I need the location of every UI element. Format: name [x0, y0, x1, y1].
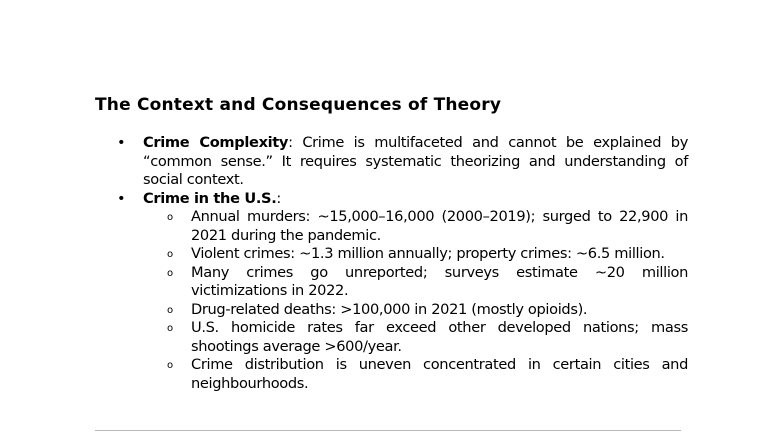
bullet-marker: •	[117, 189, 126, 207]
sub-bullet-text: Violent crimes: ~1.3 million annually; property crimes: ~6.5 million.	[191, 245, 665, 262]
sub-marker: o	[167, 249, 173, 260]
sub-marker: o	[167, 323, 173, 334]
sub-bullet	[143, 208, 688, 245]
bullet-heading: Crime Complexity	[143, 134, 289, 151]
sub-list	[143, 208, 688, 393]
bullet-text: : Crime is multifaceted and cannot be explained by “common sense.” It requires systematic theorizing and understanding of social context.	[143, 134, 688, 188]
sub-marker: o	[167, 360, 173, 371]
bullet-crime-complexity	[95, 134, 688, 190]
sub-bullet	[143, 356, 688, 393]
sub-bullet-text: Many crimes go unreported; surveys estimate ~20 million victimizations in 2022.	[191, 263, 688, 299]
sub-bullet	[143, 264, 688, 301]
sub-marker: o	[167, 267, 173, 279]
sub-bullet-text: U.S. homicide rates far exceed other developed nations; mass shootings average >600/year.	[191, 319, 688, 355]
sub-marker: o	[167, 304, 173, 316]
sub-bullet-text: Crime distribution is uneven concentrated in certain cities and neighbourhoods.	[191, 356, 688, 392]
sub-marker: o	[167, 212, 173, 223]
slide-title: The Context and Consequences of Theory	[95, 95, 502, 115]
sub-bullet	[143, 319, 688, 356]
bullet-marker: •	[117, 134, 126, 151]
bullet-crime-in-us	[95, 190, 688, 394]
footer-divider	[95, 430, 681, 431]
sub-bullet-text: Annual murders: ~15,000–16,000 (2000–2019); surged to 22,900 in 2021 during the pandemic.	[191, 208, 688, 244]
bullet-heading: Crime in the U.S.	[143, 189, 277, 207]
sub-bullet	[143, 245, 688, 264]
sub-bullet-text: Drug-related deaths: >100,000 in 2021 (mostly opioids).	[191, 300, 588, 318]
sub-bullet	[143, 301, 688, 320]
bullet-text: :	[276, 189, 281, 207]
bullet-list	[95, 134, 688, 393]
